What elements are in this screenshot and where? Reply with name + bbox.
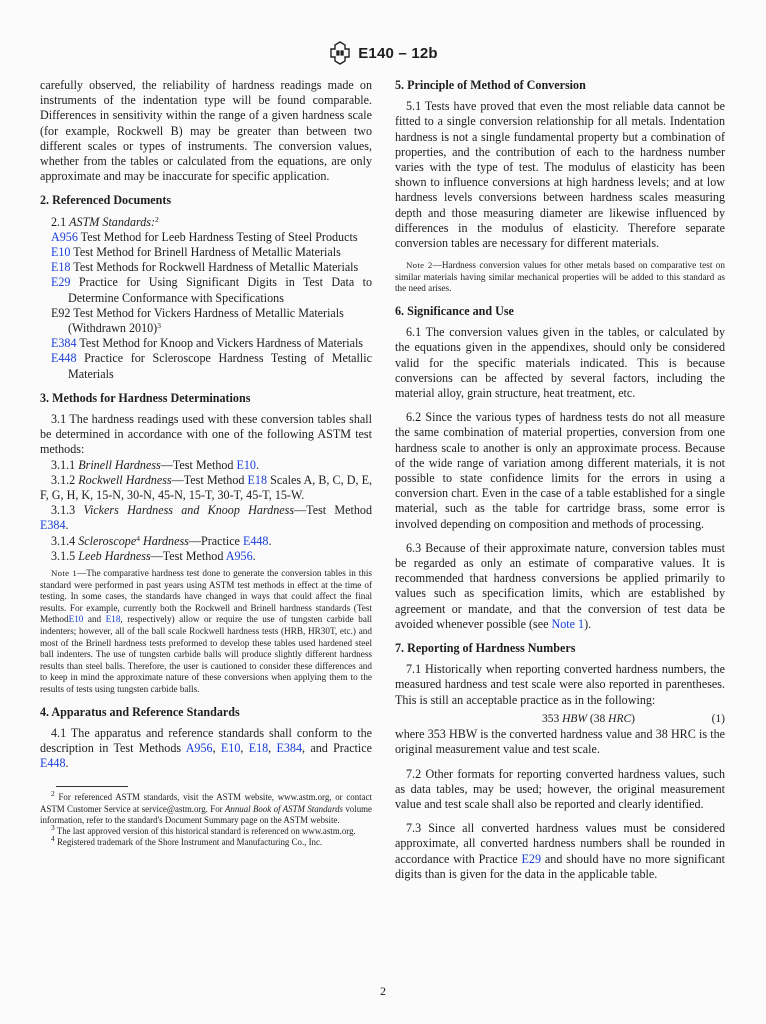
section-6-3: 6.3 Because of their approximate nature, conversion tables must be regarded as only an estimate of comparative values. It is recommended that hardness conversions be applied primarily to values such as specification limits, which are established by agreement or mandate, and that the conversion of test data be avoided whenever possible (see Note 1). (395, 540, 725, 631)
equation-1 (395, 712, 725, 727)
link-e18-inline[interactable]: E18 (247, 472, 268, 487)
link-e384[interactable]: E384 (51, 336, 77, 351)
reference-e10: E10 Test Method for Brinell Hardness of Metallic Materials (51, 245, 341, 260)
reference-e18: E18 Test Methods for Rockwell Hardness of Metallic Materials (51, 260, 359, 275)
reference-e29: E29 Practice for Using Significant Digits in Test Data to Determine Conformance with Specifications (51, 275, 372, 305)
section-3-title: 3. Methods for Hardness Determinations (40, 390, 251, 405)
link-e29-s7[interactable]: E29 (521, 851, 542, 866)
link-e29[interactable]: E29 (51, 275, 71, 290)
document-id: E140 – 12b (358, 44, 438, 62)
link-a956-inline[interactable]: A956 (225, 548, 253, 563)
equation-body: 353 HBW (38 HRC) (542, 712, 635, 725)
section-3-1-3: 3.1.3 Vickers Hardness and Knoop Hardness—Test Method E384. (40, 503, 373, 533)
link-e10-note[interactable]: E10 (68, 614, 84, 625)
note-1: Note 1—The comparative hardness test done to generate the conversion tables in this standard were performed in past years using ASTM test methods in effect at the time of testing. In some cases, the standards have changed in ways that could affect the final results. For example, currently both the Rockwell and Brinell hardness standards (Test MethodE10 and E18, respectively) allow or require the use of tungsten carbide ball indenters; however, all of the ball scale Rockwell hardness tests (HRB, HR30T, etc.) and most of the Brinell hardness tests preformed to develop these tables used hardened steel ball indenters. The use of tungsten carbide balls will produce slightly different hardness results than steel balls. Therefore, the user is cautioned to consider these differences and to keep in mind the approximate nature of these conversions when applying them to the results of tests using tungsten carbide balls. (40, 568, 372, 695)
link-e18[interactable]: E18 (51, 260, 71, 275)
section-7-1: 7.1 Historically when reporting converted hardness numbers, the measured hardness and test scale were also reported in parentheses. This is still an acceptable practice as in the following: (395, 662, 725, 707)
page-header (0, 40, 766, 66)
link-e18-s4[interactable]: E18 (248, 741, 269, 756)
section-5-title: 5. Principle of Method of Conversion (395, 78, 586, 92)
section-3-1-1: 3.1.1 Brinell Hardness—Test Method E10. (51, 457, 260, 472)
link-e10-inline[interactable]: E10 (236, 457, 256, 472)
link-a956[interactable]: A956 (51, 229, 78, 244)
link-e10[interactable]: E10 (51, 245, 71, 260)
section-7-1-where: where 353 HBW is the converted hardness value and 38 HRC is the original measurement value and test scale. (395, 727, 725, 757)
section-5-1: 5.1 Tests have proved that even the most reliable data cannot be fitted to a single conversion relationship for all metals. Indentation hardness is not a single fundamental property but a combination of properties, and the contribution of each to the hardness number varies with the type of test. The modulus of elasticity has been shown to influence conversions at high hardness levels; and at low hardness levels conversions between hardness scales measuring depth and those measuring diameter are likewise influenced by differences in the modulus of elasticity. Therefore separate conversion tables are necessary for different materials. (395, 99, 725, 251)
section-3-1-5: 3.1.5 Leeb Hardness—Test Method A956. (51, 548, 256, 563)
reference-e448: E448 Practice for Scleroscope Hardness Testing of Metallic Materials (51, 351, 372, 381)
reference-e92: E92 Test Method for Vickers Hardness of Metallic Materials (Withdrawn 2010)$^3$ (51, 305, 344, 336)
section-6-title: 6. Significance and Use (395, 304, 514, 319)
reference-a956: A956 Test Method for Leeb Hardness Testing of Steel Products (51, 229, 358, 244)
link-e18-note[interactable]: E18 (105, 614, 121, 625)
link-note-1[interactable]: Note 1 (551, 616, 585, 631)
link-e384-s4[interactable]: E384 (276, 741, 303, 756)
astm-logo-icon (328, 41, 352, 65)
note-2: Note 2—Hardness conversion values for other metals based on comparative test on similar materials having similar mechanical properties will be added to this standard as the need arises. (395, 260, 725, 294)
link-a956-s4[interactable]: A956 (185, 741, 213, 756)
footnote-4: $^4$ Registered trademark of the Shore Instrument and Manufacturing Co., Inc. (51, 834, 323, 848)
section-4-1: 4.1 The apparatus and reference standards shall conform to the description in Test Methods A956, E10, E18, E384, and Practice E448. (40, 725, 373, 771)
link-e448[interactable]: E448 (51, 351, 77, 366)
equation-number: (1) (711, 712, 725, 725)
left-column (40, 78, 372, 848)
intro-paragraph: carefully observed, the reliability of hardness readings made on instruments of the indentation type will be found comparable. Differences in sensitivity within the range of a given hardness scale (for example, Rockwell B) may be greater than between two different scales or types of instruments. The conversion values, whether from the tables or calculated from the equations, are only approximate and may be inaccurate for specific application. (40, 78, 372, 184)
footnote-3: $^3$ The last approved version of this historical standard is referenced on www.astm.org. (51, 823, 356, 837)
section-3-1-4: 3.1.4 Scleroscope$^4$ Hardness—Practice E448. (51, 533, 272, 548)
footnote-divider (56, 786, 128, 787)
section-4-title: 4. Apparatus and Reference Standards (40, 704, 240, 719)
page-number: 2 (380, 984, 386, 998)
section-6-1: 6.1 The conversion values given in the tables, or calculated by the equations given in the appendixes, should only be considered valid for the specific materials indicated. This is because conversions can be affected by several factors, including the material alloy, grain structure, heat treatment, etc. (395, 325, 725, 401)
link-e384-inline[interactable]: E384 (40, 518, 66, 533)
link-e10-s4[interactable]: E10 (220, 741, 241, 756)
section-7-3: 7.3 Since all converted hardness values must be considered approximate, all converted hardness numbers shall be rounded in accordance with Practice E29 and should have no more significant digits than is given for the data in the applicable table. (395, 821, 726, 881)
link-e448-inline[interactable]: E448 (242, 533, 269, 548)
section-3-1: 3.1 The hardness readings used with these conversion tables shall be determined in accordance with one of the following ASTM test methods: (40, 412, 372, 457)
footnote-2: $^2$ For referenced ASTM standards, visit the ASTM website, www.astm.org, or contact ASTM Customer Service at service@astm.org. For Annual Book of ASTM Standards volume information, refer to the standard's Document Summary page on the ASTM website. (40, 789, 372, 825)
section-2-1: 2.1 ASTM Standards:$^2$ (51, 214, 159, 229)
reference-e384: E384 Test Method for Knoop and Vickers Hardness of Materials (51, 336, 364, 351)
section-7-title: 7. Reporting of Hardness Numbers (395, 641, 576, 656)
section-2-title: 2. Referenced Documents (40, 193, 172, 208)
section-3-1-2: 3.1.2 Rockwell Hardness—Test Method E18 Scales A, B, C, D, E, F, G, H, K, 15-N, 30-N, 45-N, 15-T, 30-T, 45-T, 15-W. (40, 472, 372, 503)
link-e448-s4[interactable]: E448 (40, 756, 66, 771)
right-column (395, 78, 725, 882)
section-7-2: 7.2 Other formats for reporting converted hardness values, such as data tables, may be used; however, the original measurement value and test scale shall also be reported and clearly identified. (395, 766, 725, 811)
section-6-2: 6.2 Since the various types of hardness tests do not all measure the same combination of material properties, conversion from one hardness scale to another is only an approximate process. Because of the wide range of variation among different materials, it is not possible to state confidence limits for the errors in using a conversion chart. Even in the case of a table established for a single material, such as the table for cartridge brass, some error is involved depending on composition and methods of processing. (395, 410, 725, 531)
